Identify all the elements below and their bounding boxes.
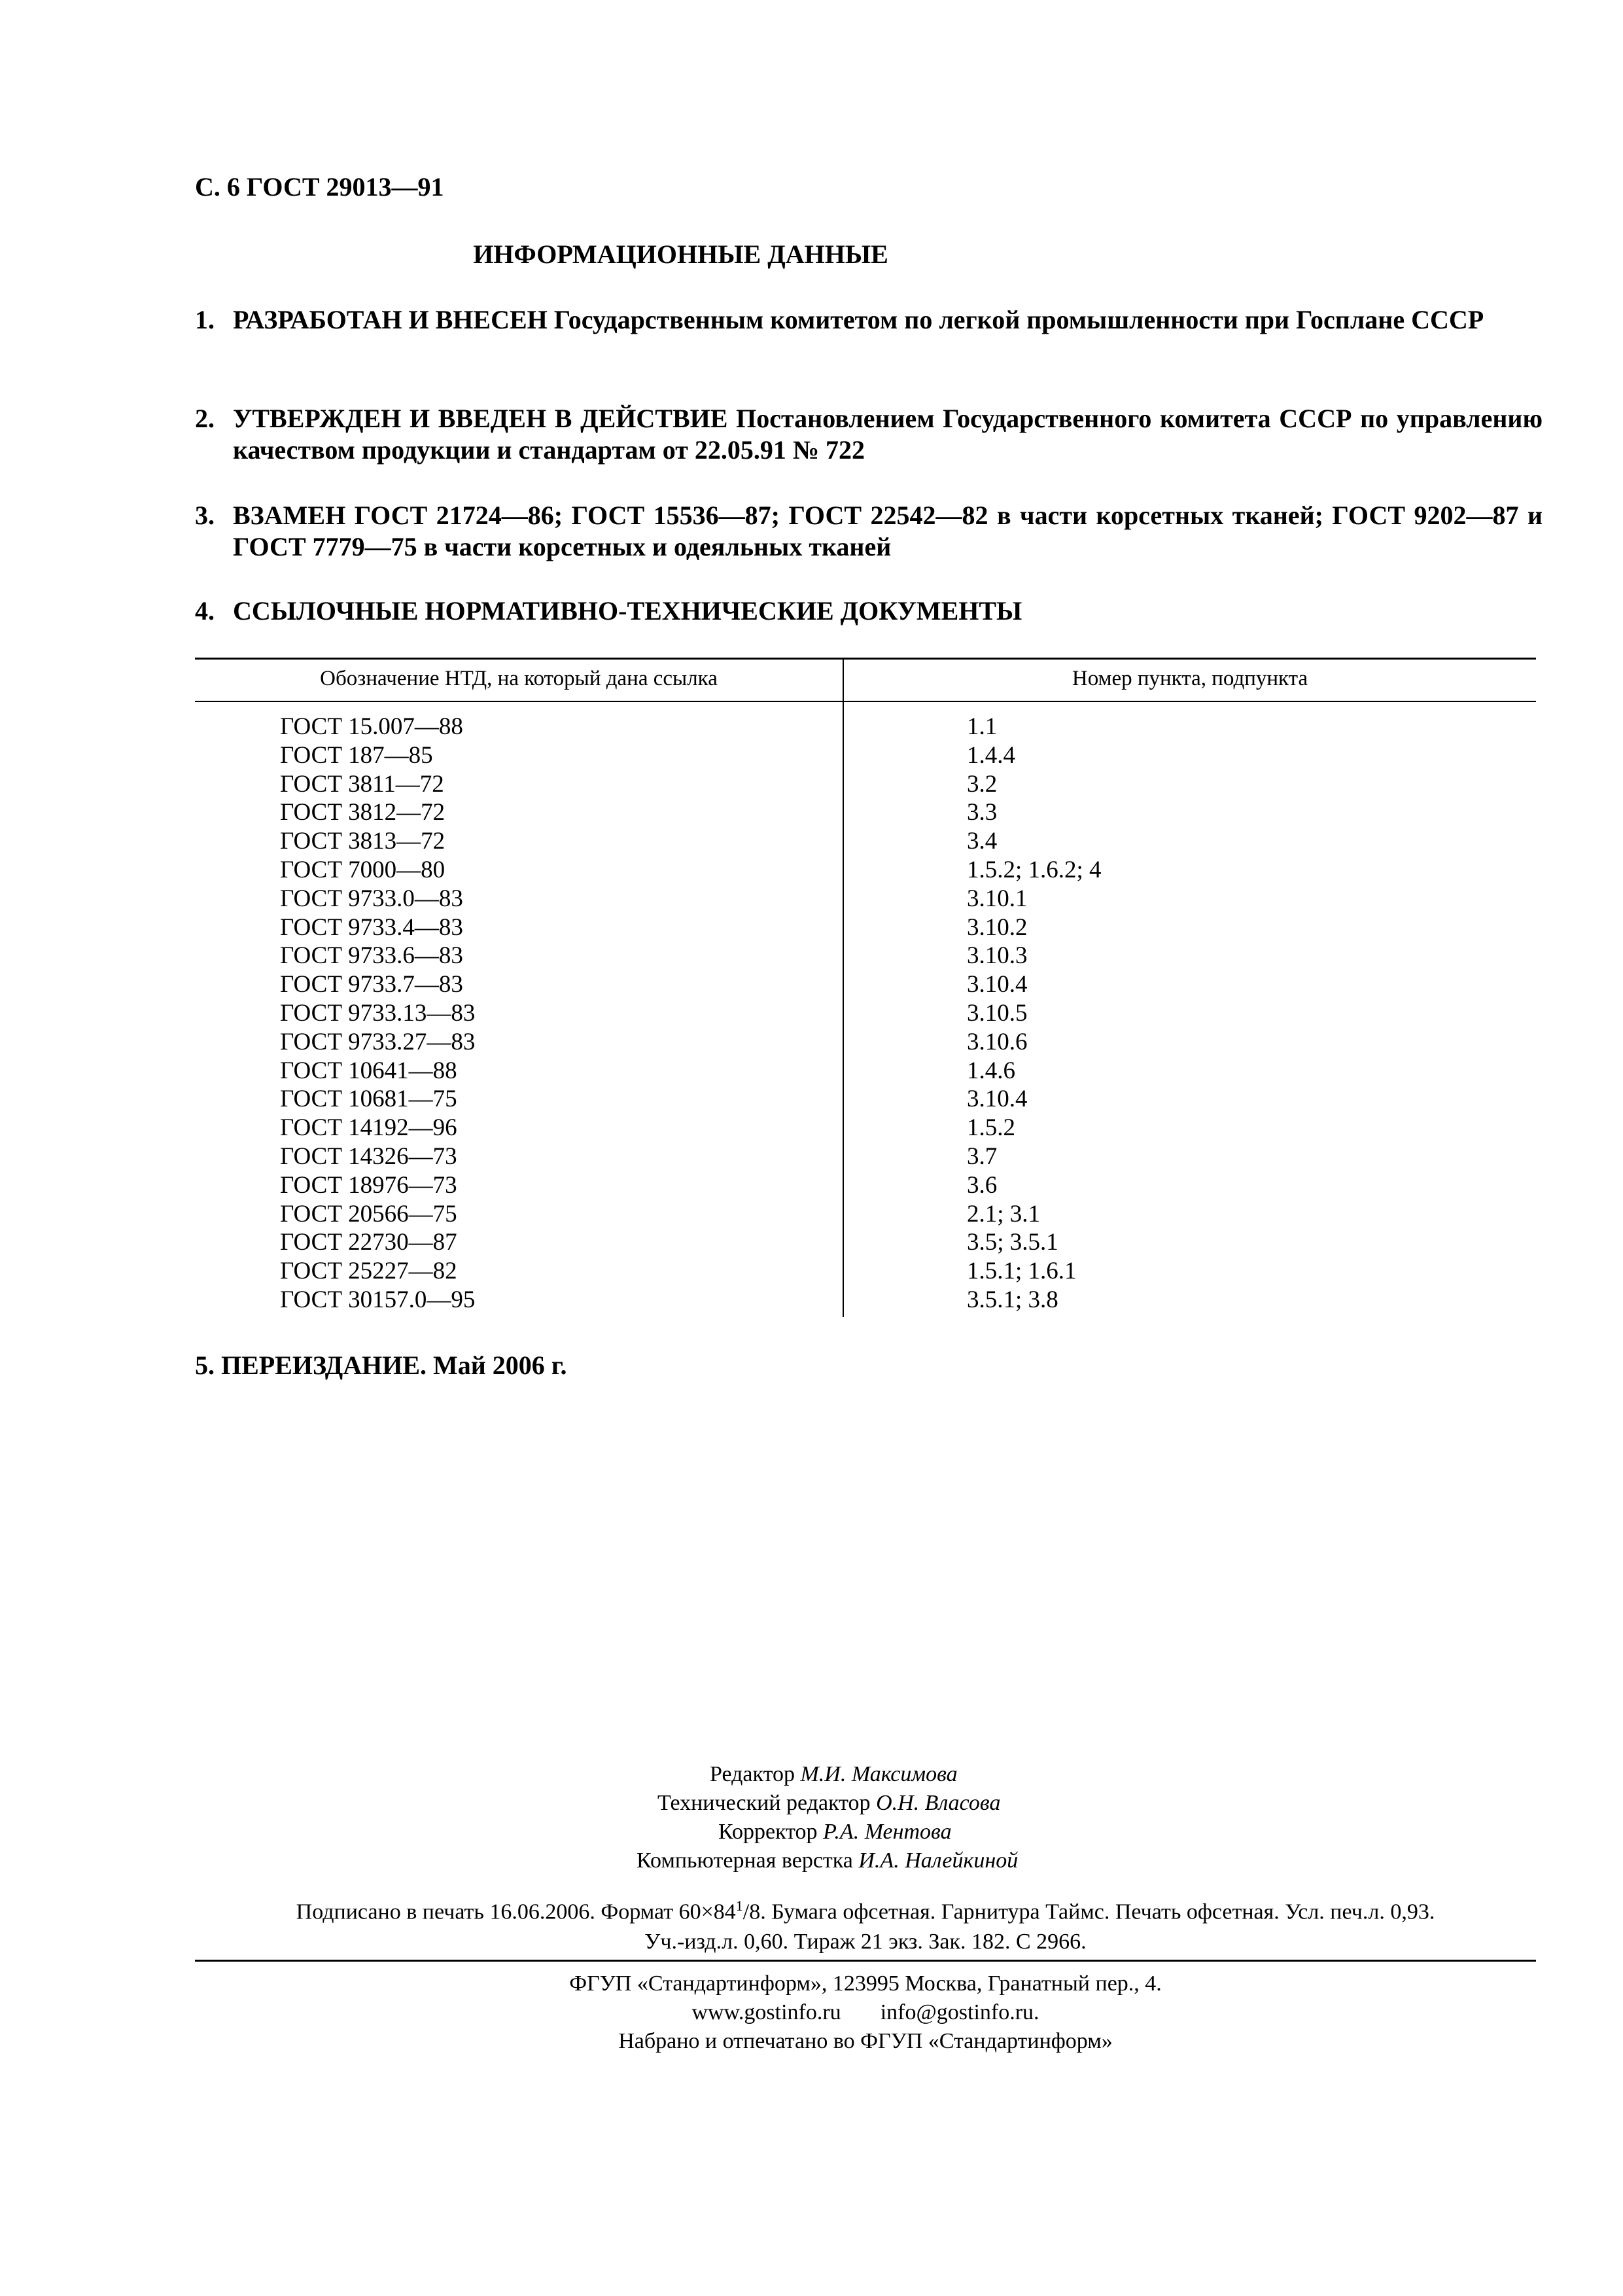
- table-cell-clause: 1.4.6: [967, 1057, 1015, 1084]
- table-cell-clause: 1.5.2: [967, 1114, 1015, 1142]
- publisher-footer: [195, 1969, 1536, 2056]
- publisher-email-link[interactable]: info@gostinfo.ru.: [880, 2000, 1039, 2024]
- table-row: [195, 1200, 1536, 1229]
- item-label: ССЫЛОЧНЫЕ НОРМАТИВНО-ТЕХНИЧЕСКИЕ ДОКУМЕНТЫ: [233, 596, 1022, 626]
- credit-role: Компьютерная верстка: [637, 1848, 853, 1873]
- table-row: [195, 1171, 1536, 1200]
- table-cell-clause: 2.1; 3.1: [967, 1200, 1041, 1227]
- table-row: [195, 1286, 1536, 1315]
- page-header: С. 6 ГОСТ 29013—91: [195, 172, 444, 202]
- publisher-address: ФГУП «Стандартинформ», 123995 Москва, Гранатный пер., 4.: [569, 1971, 1162, 1996]
- table-cell-document: ГОСТ 9733.6—83: [280, 942, 463, 970]
- credit-name: И.А. Налейкиной: [858, 1848, 1019, 1873]
- table-row: [195, 913, 1536, 942]
- footer-rule: [195, 1960, 1536, 1962]
- table-cell-clause: 3.10.5: [967, 999, 1028, 1027]
- credit-name: М.И. Максимова: [800, 1762, 958, 1786]
- info-item-5: 5. ПЕРЕИЗДАНИЕ. Май 2006 г.: [195, 1351, 567, 1380]
- table-row: [195, 741, 1536, 770]
- table-body: [195, 713, 1536, 1315]
- publication-info: [195, 1891, 1536, 1957]
- credit-tech-editor: [657, 1789, 1000, 1818]
- table-cell-clause: 3.3: [967, 799, 998, 826]
- table-cell-document: ГОСТ 10641—88: [280, 1057, 457, 1084]
- publisher-printing-note: Набрано и отпечатано во ФГУП «Стандартинформ»: [618, 2029, 1113, 2053]
- table-cell-document: ГОСТ 9733.4—83: [280, 913, 463, 941]
- table-row: [195, 827, 1536, 856]
- table-cell-clause: 3.10.4: [967, 1086, 1028, 1113]
- table-cell-clause: 3.10.4: [967, 971, 1028, 998]
- item-number: 4.: [195, 596, 215, 626]
- table-header-clause: Номер пункта, подпункта: [1072, 667, 1308, 690]
- table-row: [195, 1142, 1536, 1171]
- table-row: [195, 713, 1536, 741]
- table-row: [195, 1057, 1536, 1086]
- info-item-3: [195, 500, 1543, 563]
- table-cell-document: ГОСТ 187—85: [280, 741, 433, 769]
- publisher-contacts: [195, 1998, 1536, 2027]
- table-cell-clause: 3.10.6: [967, 1028, 1028, 1055]
- info-item-1: [195, 304, 1543, 336]
- item-text: Постановлением Государственного комитета СССР по управлению качеством продукции и стандартам от 22.05.91 № 722: [233, 404, 1543, 465]
- table-row: [195, 1257, 1536, 1286]
- credit-editor: [710, 1760, 958, 1789]
- table-header-document: Обозначение НТД, на который дана ссылка: [320, 667, 718, 690]
- table-cell-document: ГОСТ 14192—96: [280, 1114, 457, 1142]
- table-row: [195, 942, 1536, 970]
- table-cell-document: ГОСТ 22730—87: [280, 1229, 457, 1256]
- table-cell-clause: 3.5.1; 3.8: [967, 1286, 1058, 1313]
- item-text: Государственным комитетом по легкой промышленности при Госплане СССР: [553, 305, 1484, 334]
- credit-role: Технический редактор: [657, 1791, 871, 1815]
- table-row: [195, 798, 1536, 827]
- table-row: [195, 1028, 1536, 1057]
- table-cell-document: ГОСТ 30157.0—95: [280, 1286, 476, 1313]
- table-cell-document: ГОСТ 14326—73: [280, 1142, 457, 1170]
- item-label: УТВЕРЖДЕН И ВВЕДЕН В ДЕЙСТВИЕ: [233, 404, 728, 433]
- item-label: ВЗАМЕН: [233, 501, 346, 530]
- credit-name: О.Н. Власова: [876, 1791, 1001, 1815]
- table-cell-clause: 3.4: [967, 828, 998, 855]
- table-header-rule: [195, 701, 1536, 702]
- item-number: 3.: [195, 501, 215, 530]
- table-top-rule: [195, 658, 1536, 660]
- table-cell-document: ГОСТ 20566—75: [280, 1200, 457, 1227]
- credit-name: Р.А. Ментова: [823, 1820, 952, 1844]
- info-item-4: [195, 595, 1543, 627]
- publisher-website-link[interactable]: www.gostinfo.ru: [691, 2000, 841, 2024]
- credit-role: Корректор: [718, 1820, 818, 1844]
- table-row: [195, 885, 1536, 913]
- credit-corrector: [718, 1818, 952, 1846]
- table-cell-document: ГОСТ 9733.7—83: [280, 971, 463, 998]
- table-cell-document: ГОСТ 9733.13—83: [280, 999, 476, 1027]
- table-cell-document: ГОСТ 9733.0—83: [280, 885, 463, 912]
- table-cell-document: ГОСТ 7000—80: [280, 856, 445, 883]
- table-row: [195, 999, 1536, 1028]
- table-cell-document: ГОСТ 3811—72: [280, 770, 444, 798]
- table-row: [195, 970, 1536, 999]
- credit-role: Редактор: [710, 1762, 795, 1786]
- table-cell-document: ГОСТ 3813—72: [280, 828, 445, 855]
- table-cell-document: ГОСТ 25227—82: [280, 1258, 457, 1285]
- table-cell-document: ГОСТ 15.007—88: [280, 713, 463, 740]
- table-cell-clause: 3.10.3: [967, 942, 1028, 970]
- table-row: [195, 1114, 1536, 1142]
- table-cell-clause: 1.5.2; 1.6.2; 4: [967, 856, 1102, 883]
- table-row: [195, 1085, 1536, 1114]
- table-cell-clause: 3.10.2: [967, 913, 1028, 941]
- table-cell-clause: 3.2: [967, 770, 998, 798]
- table-cell-clause: 3.10.1: [967, 885, 1028, 912]
- table-row: [195, 1228, 1536, 1257]
- table-cell-clause: 1.4.4: [967, 741, 1015, 769]
- table-cell-clause: 1.1: [967, 713, 998, 740]
- table-cell-document: ГОСТ 9733.27—83: [280, 1028, 476, 1055]
- item-number: 1.: [195, 305, 215, 334]
- publication-info-line-1: Подписано в печать 16.06.2006. Формат $60\times 84^1/8$. Бумага офсетная. Гарнитура Таймс. Печать офсетная. Усл. печ.л. 0,93.: [296, 1898, 1435, 1924]
- info-item-2: [195, 403, 1543, 466]
- table-cell-clause: 1.5.1; 1.6.1: [967, 1258, 1077, 1285]
- credit-layout: [637, 1846, 1018, 1875]
- item-label: РАЗРАБОТАН И ВНЕСЕН: [233, 305, 548, 334]
- table-cell-document: ГОСТ 18976—73: [280, 1171, 457, 1199]
- item-text: ГОСТ 21724—86; ГОСТ 15536—87; ГОСТ 22542—82 в части корсетных тканей; ГОСТ 9202—87 и ГОСТ 7779—75 в части корсетных и одеяльных тканей: [233, 501, 1543, 561]
- table-cell-clause: 3.5; 3.5.1: [967, 1229, 1058, 1256]
- publication-info-line-2: Уч.-изд.л. 0,60. Тираж 21 экз. Зак. 182. С 2966.: [644, 1930, 1087, 1954]
- table-row: [195, 856, 1536, 885]
- table-cell-document: ГОСТ 3812—72: [280, 799, 445, 826]
- table-cell-clause: 3.7: [967, 1142, 998, 1170]
- item-number: 2.: [195, 404, 215, 433]
- table-cell-document: ГОСТ 10681—75: [280, 1086, 457, 1113]
- table-row: [195, 770, 1536, 799]
- table-cell-clause: 3.6: [967, 1171, 998, 1199]
- section-title: ИНФОРМАЦИОННЫЕ ДАННЫЕ: [473, 239, 888, 269]
